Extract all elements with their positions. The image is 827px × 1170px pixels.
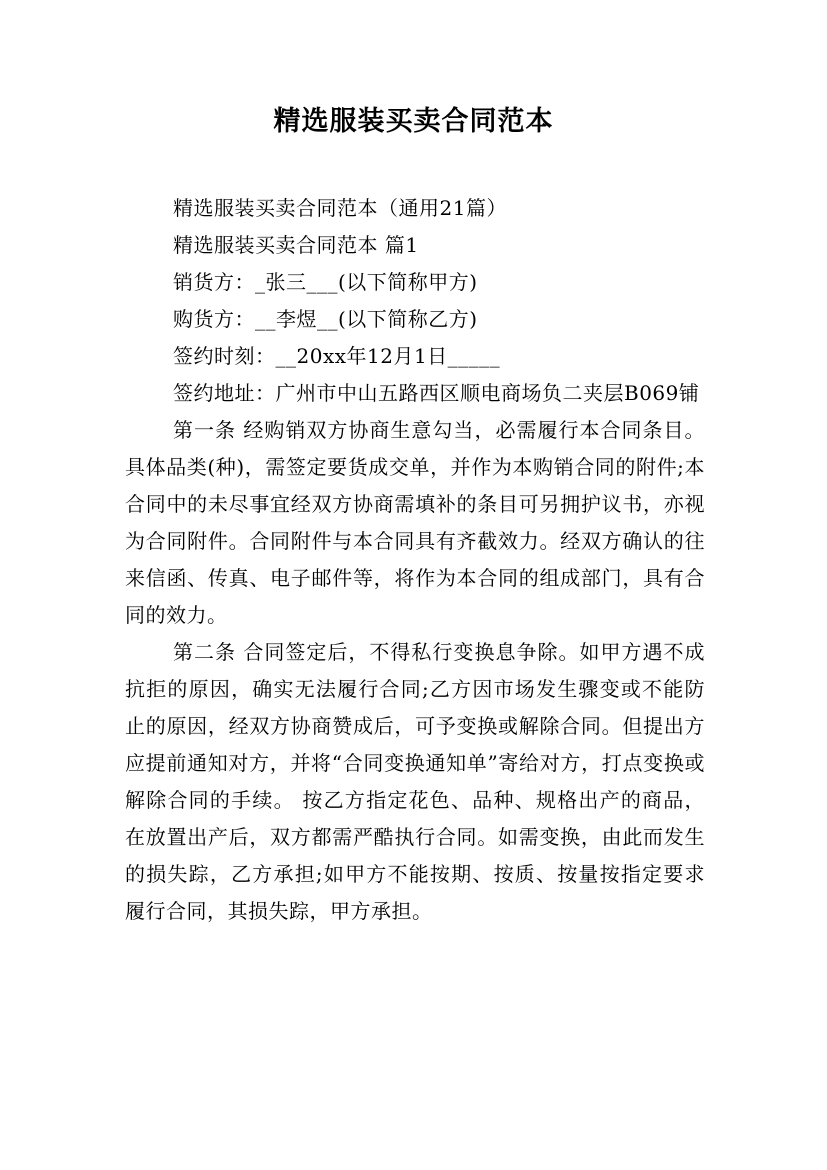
paragraph-signing-time: 签约时刻：__20xx年12月1日_____ xyxy=(173,344,501,368)
paragraph-buyer: 购货方：__李煜__(以下简称乙方) xyxy=(173,307,478,331)
paragraph-subtitle: 精选服装买卖合同范本（通用21篇） xyxy=(173,196,507,220)
document-body xyxy=(125,190,705,930)
paragraph-signing-address: 签约地址：广州市中山五路西区顺电商场负二夹层B069铺 xyxy=(173,381,700,405)
document-title: 精选服装买卖合同范本 xyxy=(273,106,554,137)
paragraph-article-1: 第一条 经购销双方协商生意勾当，必需履行本合同条目。具体品类(种)，需签定要货成交单，并作为本购销合同的附件;本合同中的未尽事宜经双方协商需填补的条目可另拥护议书，亦视为合同附件。合同附件与本合同具有齐截效力。经双方确认的往来信函、传真、电子邮件等，将作为本合同的组成部门，具有合同的效力。 xyxy=(125,418,705,627)
paragraph-section-heading: 精选服装买卖合同范本 篇1 xyxy=(173,233,419,257)
paragraph-seller: 销货方：_张三___(以下简称甲方) xyxy=(173,270,478,294)
paragraph-article-2: 第二条 合同签定后，不得私行变换息争除。如甲方遇不成抗拒的原因，确实无法履行合同;乙方因市场发生骤变或不能防止的原因，经双方协商赞成后，可予变换或解除合同。但提出方应提前通知对方，并将“合同变换通知单”寄给对方，打点变换或解除合同的手续。 按乙方指定花色、品种、规格出产的商品，在放置出产后，双方都需严酷执行合同。如需变换，由此而发生的损失踪，乙方承担;如甲方不能按期、按质、按量按指定要求履行合同，其损失踪，甲方承担。 xyxy=(125,640,705,923)
